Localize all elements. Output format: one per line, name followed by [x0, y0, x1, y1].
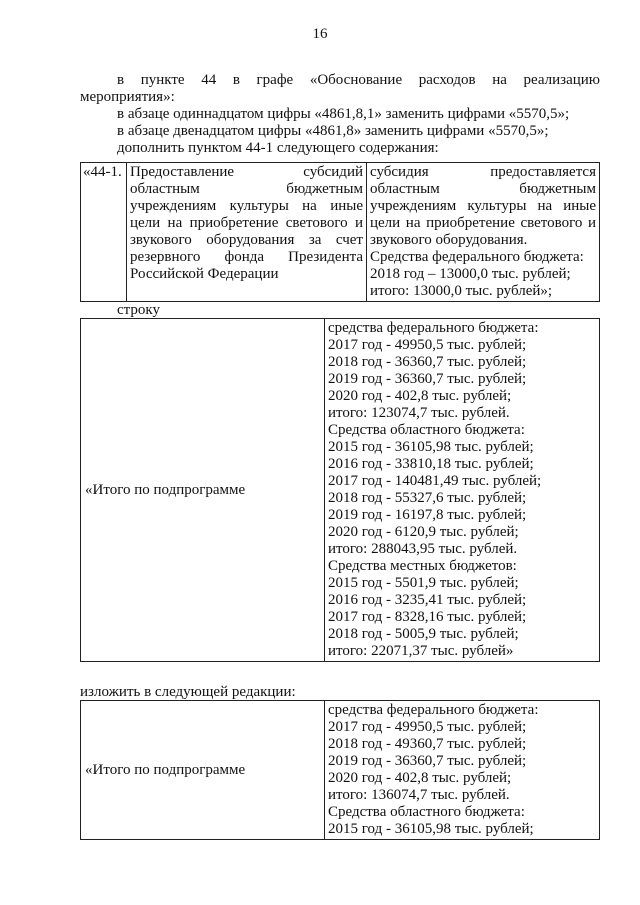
funding-line: 2015 год - 36105,98 тыс. рублей; — [328, 439, 534, 455]
item-number: «44-1. — [81, 163, 127, 302]
intro-line-2: мероприятия»: — [80, 89, 175, 105]
funding-line: итого: 123074,7 тыс. рублей. — [328, 405, 510, 421]
funding-line: Средства местных бюджетов: — [328, 558, 517, 574]
just-line: 2018 год – 13000,0 тыс. рублей; — [370, 266, 571, 282]
table-row — [81, 701, 600, 840]
funding-line: 2017 год - 49950,5 тыс. рублей; — [328, 337, 527, 353]
funding-line: 2015 год - 36105,98 тыс. рублей; — [328, 821, 534, 837]
funding-line: 2016 год - 3235,41 тыс. рублей; — [328, 592, 527, 608]
item-justification — [367, 163, 600, 302]
funding-line: 2019 год - 36360,7 тыс. рублей; — [328, 371, 527, 387]
table-row — [81, 163, 600, 302]
subprogram-label: «Итого по подпрограмме — [81, 319, 325, 662]
subprogram-label: «Итого по подпрограмме — [81, 701, 325, 840]
funding-line: 2019 год - 16197,8 тыс. рублей; — [328, 507, 527, 523]
funding-line: итого: 22071,37 тыс. рублей» — [328, 643, 514, 659]
item-description — [127, 163, 367, 302]
funding-line: 2015 год - 5501,9 тыс. рублей; — [328, 575, 519, 591]
desc-line: Предоставление субсидий — [130, 164, 363, 180]
funding-lines — [325, 319, 600, 662]
funding-line: 2018 год - 55327,6 тыс. рублей; — [328, 490, 527, 506]
funding-line: итого: 288043,95 тыс. рублей. — [328, 541, 518, 557]
intro-line-3: в абзаце одиннадцатом цифры «4861,8,1» заменить цифрами «5570,5»; — [117, 106, 570, 122]
just-line: итого: 13000,0 тыс. рублей»; — [370, 283, 553, 299]
desc-line: резервного фонда Президента — [130, 249, 363, 265]
funding-line: 2018 год - 5005,9 тыс. рублей; — [328, 626, 519, 642]
just-line: учреждениям культуры на иные — [370, 198, 596, 214]
intro-line-4: в абзаце двенадцатом цифры «4861,8» заменить цифрами «5570,5»; — [117, 123, 549, 139]
table-row — [81, 319, 600, 662]
intro-line-5: дополнить пунктом 44-1 следующего содержания: — [117, 140, 439, 156]
funding-line: Средства областного бюджета: — [328, 804, 525, 820]
funding-line: 2017 год - 49950,5 тыс. рублей; — [328, 719, 527, 735]
desc-line: звукового оборудования за счет — [130, 232, 363, 248]
funding-line: итого: 136074,7 тыс. рублей. — [328, 787, 510, 803]
page-number: 16 — [312, 26, 328, 42]
funding-line: 2020 год - 402,8 тыс. рублей; — [328, 388, 512, 404]
just-line: субсидия предоставляется — [370, 164, 596, 180]
funding-line: средства федерального бюджета: — [328, 702, 539, 718]
label-stroku: строку — [117, 302, 160, 318]
funding-line: 2019 год - 36360,7 тыс. рублей; — [328, 753, 527, 769]
funding-line: 2017 год - 140481,49 тыс. рублей; — [328, 473, 542, 489]
funding-line: 2018 год - 36360,7 тыс. рублей; — [328, 354, 527, 370]
just-line: цели на приобретение светового и — [370, 215, 596, 231]
funding-lines — [325, 701, 600, 840]
label-izlozhit: изложить в следующей редакции: — [80, 684, 296, 700]
funding-line: 2017 год - 8328,16 тыс. рублей; — [328, 609, 527, 625]
funding-line: средства федерального бюджета: — [328, 320, 539, 336]
table-old-subprogram-total — [80, 318, 600, 662]
just-line: областным бюджетным — [370, 181, 596, 197]
funding-line: 2020 год - 6120,9 тыс. рублей; — [328, 524, 519, 540]
table-new-subprogram-total — [80, 700, 600, 840]
table-new-item-44-1 — [80, 162, 600, 302]
funding-line: 2018 год - 49360,7 тыс. рублей; — [328, 736, 527, 752]
just-line: звукового оборудования. — [370, 232, 528, 248]
funding-line: 2016 год - 33810,18 тыс. рублей; — [328, 456, 534, 472]
funding-line: Средства областного бюджета: — [328, 422, 525, 438]
desc-line: Российской Федерации — [130, 266, 279, 282]
desc-line: учреждениям культуры на иные — [130, 198, 363, 214]
desc-line: цели на приобретение светового и — [130, 215, 363, 231]
desc-line: областным бюджетным — [130, 181, 363, 197]
just-line: Средства федерального бюджета: — [370, 249, 584, 265]
funding-line: 2020 год - 402,8 тыс. рублей; — [328, 770, 512, 786]
intro-line-1: в пункте 44 в графе «Обоснование расходов на реализацию — [117, 72, 600, 88]
intro-block — [80, 72, 600, 157]
